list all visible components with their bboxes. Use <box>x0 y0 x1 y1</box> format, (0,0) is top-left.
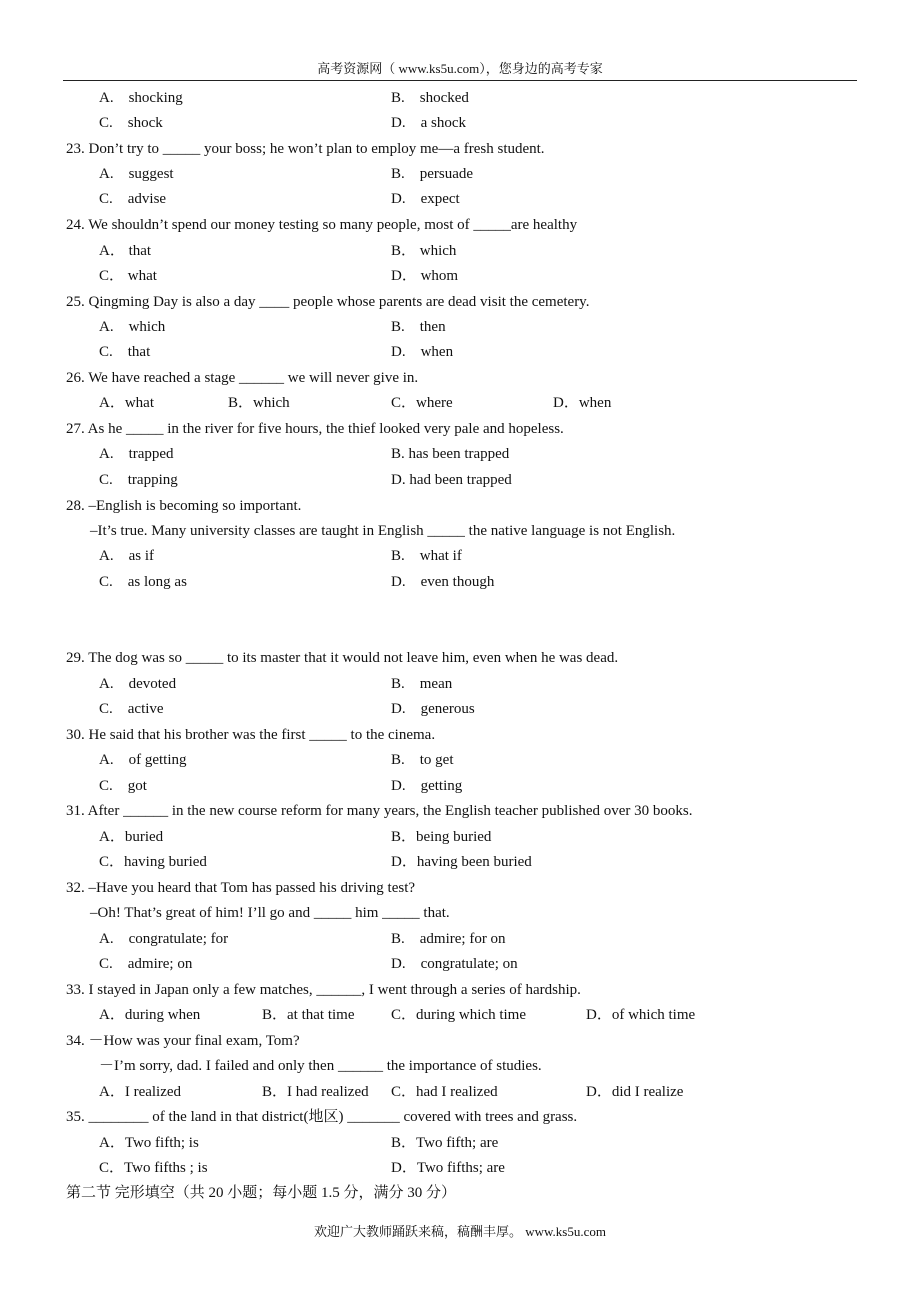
text-line <box>0 800 920 822</box>
answer-option: A. as if <box>99 548 154 564</box>
answer-option: A. which <box>99 319 166 335</box>
text-line <box>0 418 920 440</box>
text-line <box>0 1081 920 1103</box>
answer-option: C. advise <box>99 191 167 207</box>
answer-option: A．during when <box>99 1007 201 1023</box>
text-line <box>0 1106 920 1128</box>
answer-option: B．Two fifth; are <box>391 1135 499 1151</box>
question-text: –Oh! That’s great of him! I’ll go and _____ him _____ that. <box>90 905 450 921</box>
answer-option: C. that <box>99 344 151 360</box>
text-line <box>0 112 920 134</box>
question-text: –It’s true. Many university classes are taught in English _____ the native language is not English. <box>90 523 676 539</box>
answer-option: A. devoted <box>99 676 177 692</box>
answer-option: D. when <box>391 344 454 360</box>
text-line <box>0 724 920 746</box>
question-text: 25. Qingming Day is also a day ____ people whose parents are dead visit the cemetery. <box>66 294 590 310</box>
text-line <box>0 188 920 210</box>
answer-option: B. then <box>391 319 446 335</box>
answer-option: B．I had realized <box>262 1084 369 1100</box>
answer-option: A. of getting <box>99 752 187 768</box>
question-text: 23. Don’t try to _____ your boss; he won’t plan to employ me—a fresh student. <box>66 141 545 157</box>
answer-option: B. admire; for on <box>391 931 506 947</box>
answer-option: C． what <box>99 268 157 284</box>
answer-option: C. trapping <box>99 472 178 488</box>
answer-option: A．Two fifth; is <box>99 1135 199 1151</box>
answer-option: A. trapped <box>99 446 174 462</box>
answer-option: D. expect <box>391 191 460 207</box>
answer-option: A．I realized <box>99 1084 182 1100</box>
question-text: 30. He said that his brother was the first _____ to the cinema. <box>66 727 436 743</box>
page-footer: 欢迎广大教师踊跃来稿，稿酬丰厚。 www.ks5u.com <box>313 1224 606 1239</box>
answer-option: D. had been trapped <box>391 472 512 488</box>
answer-option: C．had I realized <box>391 1084 498 1100</box>
answer-option: B．being buried <box>391 829 492 845</box>
text-line <box>0 698 920 720</box>
answer-option: B. to get <box>391 752 454 768</box>
answer-option: A. suggest <box>99 166 174 182</box>
answer-option: C. shock <box>99 115 163 131</box>
text-line <box>0 469 920 491</box>
answer-option: A．buried <box>99 829 164 845</box>
text-line <box>0 928 920 950</box>
text-line <box>0 1055 920 1077</box>
text-line <box>0 1157 920 1179</box>
text-line <box>0 443 920 465</box>
text-line <box>0 545 920 567</box>
text-line <box>0 902 920 924</box>
text-line <box>0 316 920 338</box>
answer-option: A. shocking <box>99 90 183 106</box>
answer-option: B. what if <box>391 548 462 564</box>
answer-option: D． whom <box>391 268 459 284</box>
answer-option: D. getting <box>391 778 463 794</box>
answer-option: C．Two fifths ; is <box>99 1160 208 1176</box>
text-line <box>0 775 920 797</box>
answer-option: C．during which time <box>391 1007 526 1023</box>
answer-option: B．at that time <box>262 1007 355 1023</box>
text-line <box>0 877 920 899</box>
text-line <box>0 647 920 669</box>
text-line <box>0 367 920 389</box>
answer-option: D．of which time <box>586 1007 696 1023</box>
answer-option: C. got <box>99 778 147 794</box>
answer-option: A. congratulate; for <box>99 931 229 947</box>
text-line <box>0 1182 920 1204</box>
text-line <box>0 291 920 313</box>
text-line <box>0 163 920 185</box>
question-text: 27. As he _____ in the river for five hours, the thief looked very pale and hopeless. <box>66 421 564 437</box>
answer-option: C．having buried <box>99 854 207 870</box>
question-text: 31. After ______ in the new course reform for many years, the English teacher published over 30 books. <box>66 803 693 819</box>
text-line <box>0 571 920 593</box>
text-line <box>0 87 920 109</box>
question-text: 29. The dog was so _____ to its master that it would not leave him, even when he was dead. <box>66 650 619 666</box>
question-text: 35. ________ of the land in that district(地区) _______ covered with trees and grass. <box>66 1109 578 1125</box>
question-text: 第二节 完形填空（共 20 小题；每小题 1.5 分，满分 30 分） <box>66 1185 457 1201</box>
answer-option: D．Two fifths; are <box>391 1160 505 1176</box>
text-line <box>0 392 920 414</box>
text-line <box>0 214 920 236</box>
answer-option: D. a shock <box>391 115 466 131</box>
text-line <box>0 1030 920 1052</box>
answer-option: D．having been buried <box>391 854 532 870</box>
answer-option: D．did I realize <box>586 1084 684 1100</box>
question-text: 24. We shouldn’t spend our money testing so many people, most of _____are healthy <box>66 217 578 233</box>
text-line <box>0 851 920 873</box>
answer-option: A． that <box>99 243 152 259</box>
answer-option: B． which <box>391 243 457 259</box>
answer-option: B. mean <box>391 676 453 692</box>
question-text: 26. We have reached a stage ______ we will never give in. <box>66 370 419 386</box>
answer-option: C. admire; on <box>99 956 193 972</box>
answer-option: D．when <box>553 395 612 411</box>
question-text: 34. －How was your final exam, Tom? <box>66 1033 300 1049</box>
answer-option: D. generous <box>391 701 475 717</box>
text-line <box>0 265 920 287</box>
text-line <box>0 138 920 160</box>
text-line <box>0 826 920 848</box>
answer-option: C. as long as <box>99 574 187 590</box>
question-text: －I’m sorry, dad. I failed and only then ______ the importance of studies. <box>99 1058 542 1074</box>
answer-option: B．which <box>228 395 290 411</box>
answer-option: B. shocked <box>391 90 469 106</box>
text-line <box>0 749 920 771</box>
text-line <box>0 979 920 1001</box>
header-rule <box>63 80 857 81</box>
text-line <box>0 673 920 695</box>
question-text: 28. –English is becoming so important. <box>66 498 302 514</box>
answer-option: D. congratulate; on <box>391 956 518 972</box>
text-line <box>0 341 920 363</box>
text-line <box>0 520 920 542</box>
question-text: 32. –Have you heard that Tom has passed his driving test? <box>66 880 416 896</box>
answer-option: B. persuade <box>391 166 474 182</box>
answer-option: B. has been trapped <box>391 446 510 462</box>
page-header: 高考资源网（ www.ks5u.com），您身边的高考专家 <box>317 61 603 76</box>
text-line <box>0 1132 920 1154</box>
text-line <box>0 953 920 975</box>
answer-option: D. even though <box>391 574 495 590</box>
answer-option: C. active <box>99 701 164 717</box>
text-line <box>0 495 920 517</box>
question-text: 33. I stayed in Japan only a few matches, ______, I went through a series of hardship. <box>66 982 581 998</box>
answer-option: A．what <box>99 395 154 411</box>
text-line <box>0 1004 920 1026</box>
text-line <box>0 240 920 262</box>
answer-option: C．where <box>391 395 453 411</box>
